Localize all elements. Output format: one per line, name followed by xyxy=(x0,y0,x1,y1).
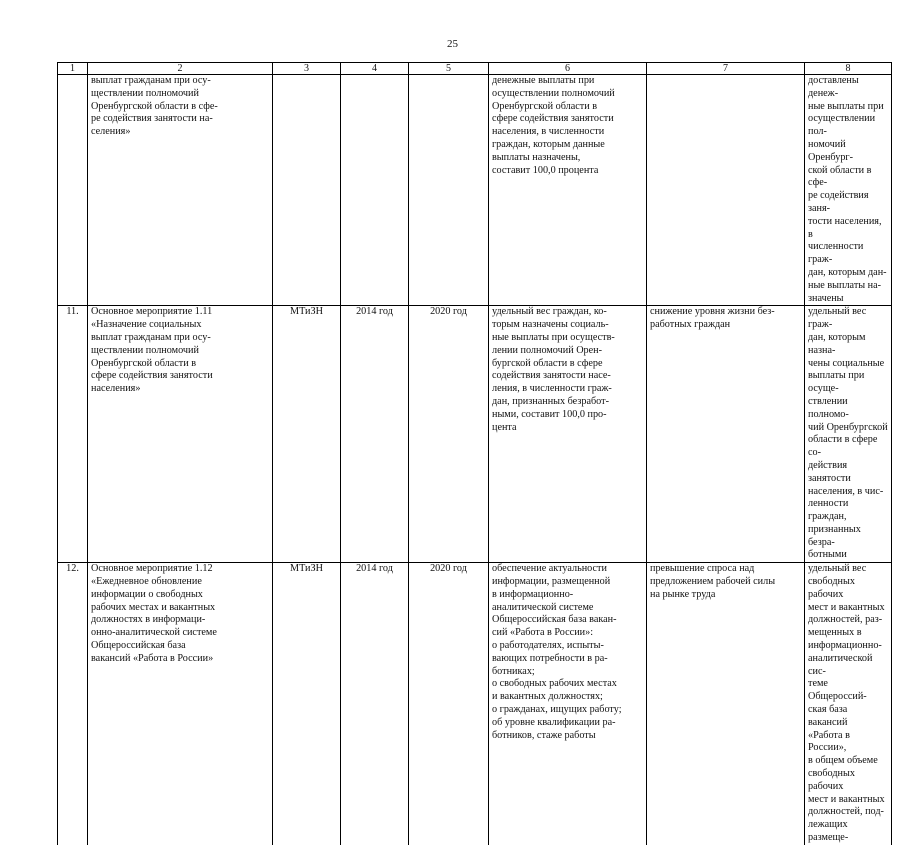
col-header-6: 6 xyxy=(489,63,647,75)
col-header-3: 3 xyxy=(273,63,341,75)
activity-name: Основное мероприятие 1.12 «Ежедневное обновление информации о свободных рабочих местах и вакантных должностях в информаци- онно-аналитической системе Общероссийская база вакансий «Работа в России» xyxy=(88,563,273,845)
activity-name: Основное мероприятие 1.11 «Назначение социальных выплат гражданам при осу- ществлении полномочий Оренбургской области в сфере содействия занятости населения» xyxy=(88,306,273,563)
executor: МТиЗН xyxy=(273,306,341,563)
col-header-2: 2 xyxy=(88,63,273,75)
col-header-5: 5 xyxy=(409,63,489,75)
executor xyxy=(273,75,341,306)
indicator-link: удельный вес граж- дан, которым назна- чены социальные выплаты при осуще- ствлении полномо- чий Оренбургской области в сфере со- действия занятости населения, в чис- ленности граждан, признанных безра- ботными xyxy=(805,306,892,563)
expected-result: удельный вес граждан, ко- торым назначены социаль- ные выплаты при осуществ- лении полномочий Орен- бургской области в сфере содействия занятости насе- ления, в численности граж- дан, признанных безработ- ными, составит 100,0 про- цента xyxy=(489,306,647,563)
col-header-8: 8 xyxy=(805,63,892,75)
end-year: 2020 год xyxy=(409,306,489,563)
risk-description: превышение спроса над предложением рабочей силы на рынке труда xyxy=(647,563,805,845)
risk-description: снижение уровня жизни без- работных граждан xyxy=(647,306,805,563)
start-year: 2014 год xyxy=(341,563,409,845)
header-row xyxy=(58,63,892,75)
row-number xyxy=(58,75,88,306)
col-header-7: 7 xyxy=(647,63,805,75)
activity-name: выплат гражданам при осу- ществлении полномочий Оренбургской области в сфе- ре содействия занятости на- селения» xyxy=(88,75,273,306)
expected-result: обеспечение актуальности информации, размещенной в информационно- аналитической системе Общероссийская база вакан- сий «Работа в России»: о работодателях, испыты- вающих потребности в ра- ботниках; о свободных рабочих местах и вакантных должностях; о гражданах, ищущих работу; об уровне квалификации ра- ботников, стаже работы xyxy=(489,563,647,845)
indicator-link: доставлены денеж- ные выплаты при осуществлении пол- номочий Оренбург- ской области в сфе- ре содействия заня- тости населения, в численности граж- дан, которым дан- ные выплаты на- значены xyxy=(805,75,892,306)
expected-result: денежные выплаты при осуществлении полномочий Оренбургской области в сфере содействия занятости населения, в численности граждан, которым данные выплаты назначены, составит 100,0 процента xyxy=(489,75,647,306)
risk-description xyxy=(647,75,805,306)
page-number: 25 xyxy=(447,38,458,50)
end-year: 2020 год xyxy=(409,563,489,845)
table-row xyxy=(58,563,892,845)
start-year: 2014 год xyxy=(341,306,409,563)
col-header-1: 1 xyxy=(58,63,88,75)
end-year xyxy=(409,75,489,306)
start-year xyxy=(341,75,409,306)
col-header-4: 4 xyxy=(341,63,409,75)
table-row xyxy=(58,306,892,563)
indicator-link: удельный вес свободных рабочих мест и вакантных должностей, раз- мещенных в информационно- аналитической сис- теме Общероссий- ская база вакансий «Работа в России», в общем объеме свободных рабочих мест и вакантных должностей, под- лежащих размеще- xyxy=(805,563,892,845)
program-activities-table xyxy=(57,62,892,845)
executor: МТиЗН xyxy=(273,563,341,845)
row-number: 11. xyxy=(58,306,88,563)
table-row xyxy=(58,75,892,306)
row-number: 12. xyxy=(58,563,88,845)
